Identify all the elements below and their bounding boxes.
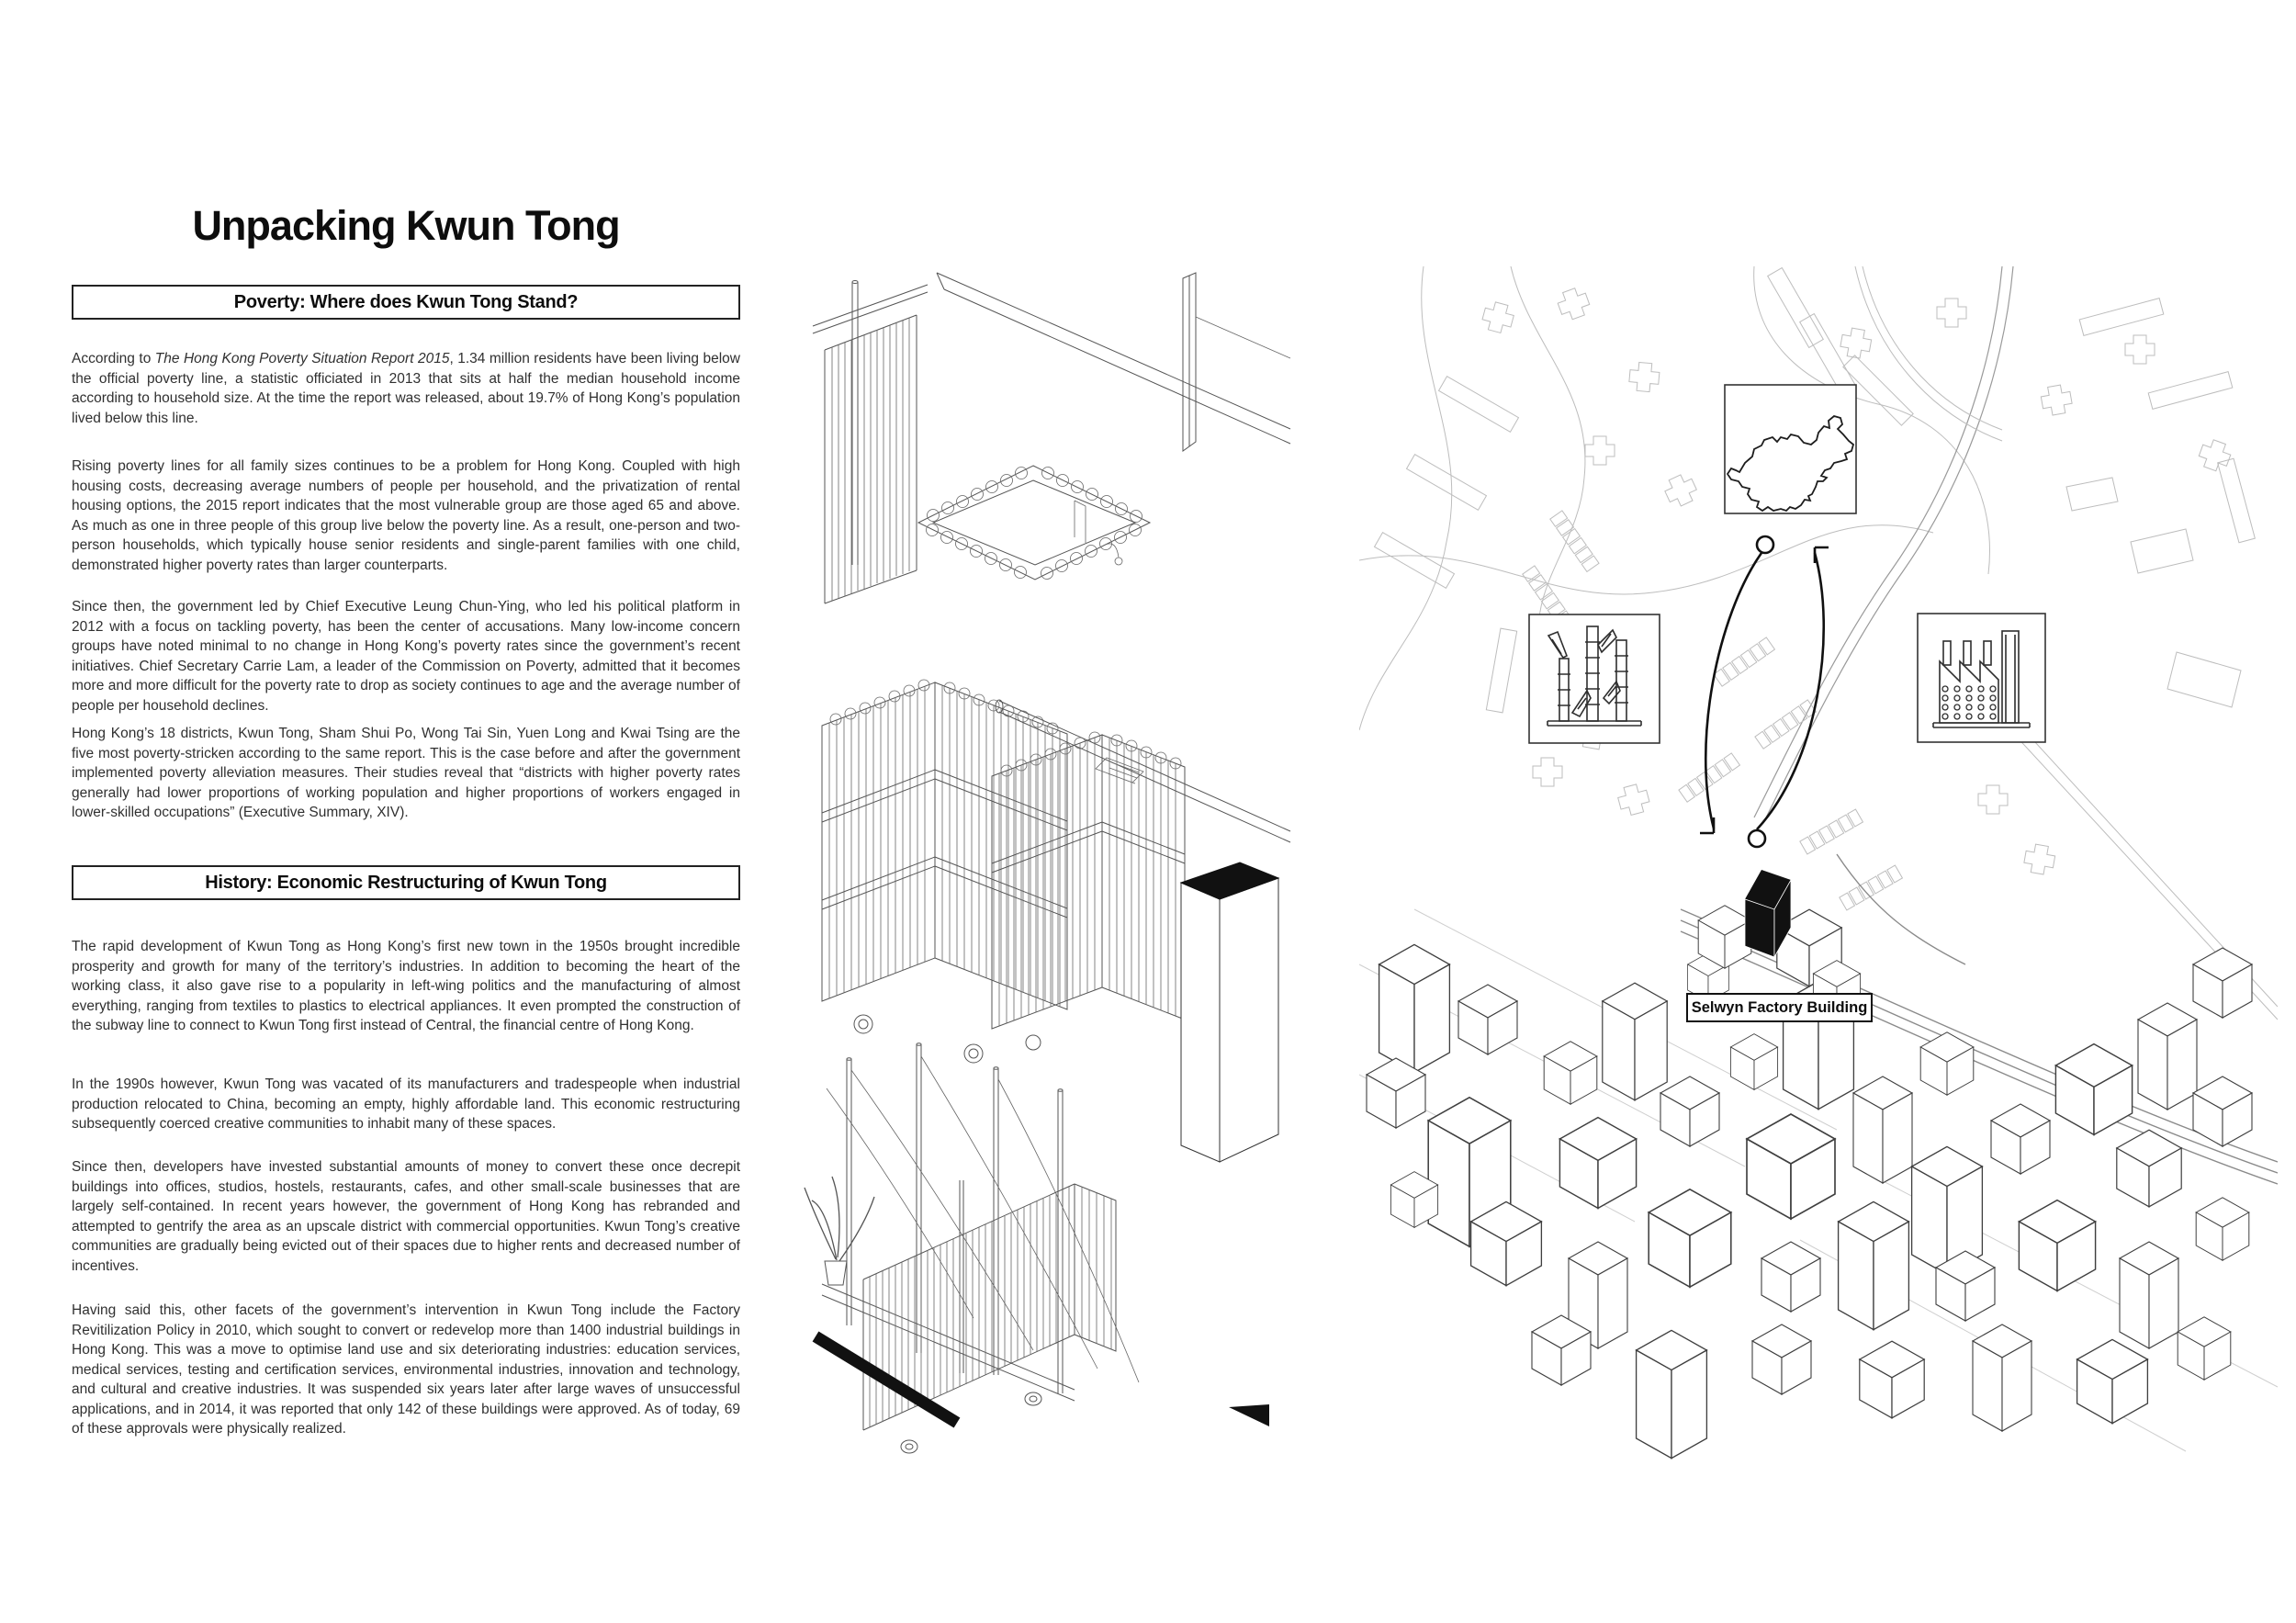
black-band	[816, 1336, 957, 1423]
report-title-italic: The Hong Kong Poverty Situation Report 2015	[154, 351, 450, 366]
selwyn-building-label	[1686, 993, 1873, 1022]
map-inset-factory	[1918, 614, 2045, 742]
map-node-top	[1757, 536, 1773, 553]
site-map	[1359, 266, 2278, 1488]
map-inset-china	[1725, 385, 1856, 513]
cycle-arrow-down	[1705, 553, 1761, 828]
scalloped-deck	[918, 466, 1150, 580]
slat-box-left	[822, 680, 1067, 1063]
selwyn-building-label-text: Selwyn Factory Building	[1691, 998, 1868, 1016]
history-paragraph-2: In the 1990s however, Kwun Tong was vacated of its manufacturers and tradespeople when industrial production relocated to China, becoming an empty, highly affordable land. This economic restructuring subsequently coerced creative communities to inhabit many of these spaces.	[72, 1076, 740, 1132]
history-section-heading	[72, 865, 740, 900]
map-inset-bamboo	[1529, 614, 1660, 743]
map-3d-buildings	[1367, 906, 2252, 1459]
poverty-section-heading	[72, 285, 740, 320]
slat-panel	[813, 281, 928, 604]
potted-plant	[805, 1177, 874, 1285]
sheet-wall	[937, 273, 1290, 451]
poverty-paragraph-1	[72, 349, 740, 428]
poverty-paragraph-4: Hong Kong’s 18 districts, Kwun Tong, Sham Shui Po, Wong Tai Sin, Yuen Long and Kwai Tsing are the five most poverty-stricken according to the same report. This is the case before and after the government implemented poverty alleviation measures. Their studies reveal that “districts with higher poverty rates generally had lower proportions of working population and higher proportions of workers engaged in lower-skilled occupations” (Executive Summary, XIV).	[72, 726, 740, 820]
history-section-heading-text: History: Economic Restructuring of Kwun Tong	[205, 872, 607, 893]
history-paragraph-4: Having said this, other facets of the government’s intervention in Kwun Tong include the Factory Revitilization Policy in 2010, which sought to convert or redevelop more than 1400 industrial buildings in Hong Kong. This was a move to optimise land use and six deteriorating industries: education services, medical services, testing and certification services, environmental industries, innovation and technology, and cultural and creative industries. It was suspended six years later after large waves of unsuccessful applications, and in 2014, it was reported that only 142 of these buildings were approved. As of today, 69 of these approvals were physically realized.	[72, 1302, 740, 1437]
cycle-arrow-up	[1757, 553, 1824, 829]
history-paragraph-1: The rapid development of Kwun Tong as Hong Kong’s first new town in the 1950s brought incredible prosperity and growth for many of the territory’s industries. In addition to becoming the heart of the working class, it also gave rise to a popularity in left-wing politics and the manufacturing of almost everything, ranging from textiles to plastics to electrical appliances. It even prompted the construction of the subway line to connect to Kwun Tong first instead of Central, the financial centre of Hong Kong.	[72, 939, 740, 1033]
poverty-paragraph-3: Since then, the government led by Chief Executive Leung Chun-Ying, who led his political platform in 2012 with a focus on tackling poverty, has been the center of accusations. Many low-income concern groups have noted minimal to no change in Hong Kong’s poverty rates since the government’s recent initiatives. Chief Secretary Carrie Lam, a leader of the Commission on Poverty, admitted that it becomes more and more difficult for the poverty rate to drop as society continues to age and the average number of people per household declines.	[72, 599, 740, 714]
axonometric-drawing	[799, 262, 1313, 1493]
page-title: Unpacking Kwun Tong	[192, 202, 620, 249]
history-paragraph-3: Since then, developers have invested substantial amounts of money to convert these once decrepit buildings into offices, studios, hostels, restaurants, cafes, and other small-scale businesses that are largely self-contained. In recent years however, the government of Hong Kong has rebranded and attempted to gentrify the area as an upscale district with commercial opportunities. Kwun Tong’s creative communities are gradually being evicted out of their spaces due to higher rents and decreased number of incentives.	[72, 1159, 740, 1274]
black-triangle	[1229, 1404, 1269, 1426]
paragraph-text: , 1.34 million residents have been living below the official poverty line, a statistic officiated in 2013 that sits at half the median household income according to household size. At the time the report was released, about 19.7% of Hong Kong’s population lived below this line.	[72, 351, 740, 426]
poverty-paragraph-2: Rising poverty lines for all family sizes continues to be a problem for Hong Kong. Coupled with high housing costs, decreasing average numbers of people per household, and the privatization of rental housing options, the 2015 report indicates that the most vulnerable group are those aged 65 and above. As much as one in three people of this group live below the poverty line. As a result, one-person and two-person households, which typically house senior residents and single-parent families with one child, demonstrated higher poverty rates than larger counterparts.	[72, 458, 740, 573]
paragraph-text: According to	[72, 351, 155, 366]
cycle-diagram	[1700, 536, 1829, 847]
map-node-bottom	[1749, 830, 1765, 847]
black-top-column	[1181, 862, 1278, 1162]
poverty-section-heading-text: Poverty: Where does Kwun Tong Stand?	[233, 291, 579, 312]
